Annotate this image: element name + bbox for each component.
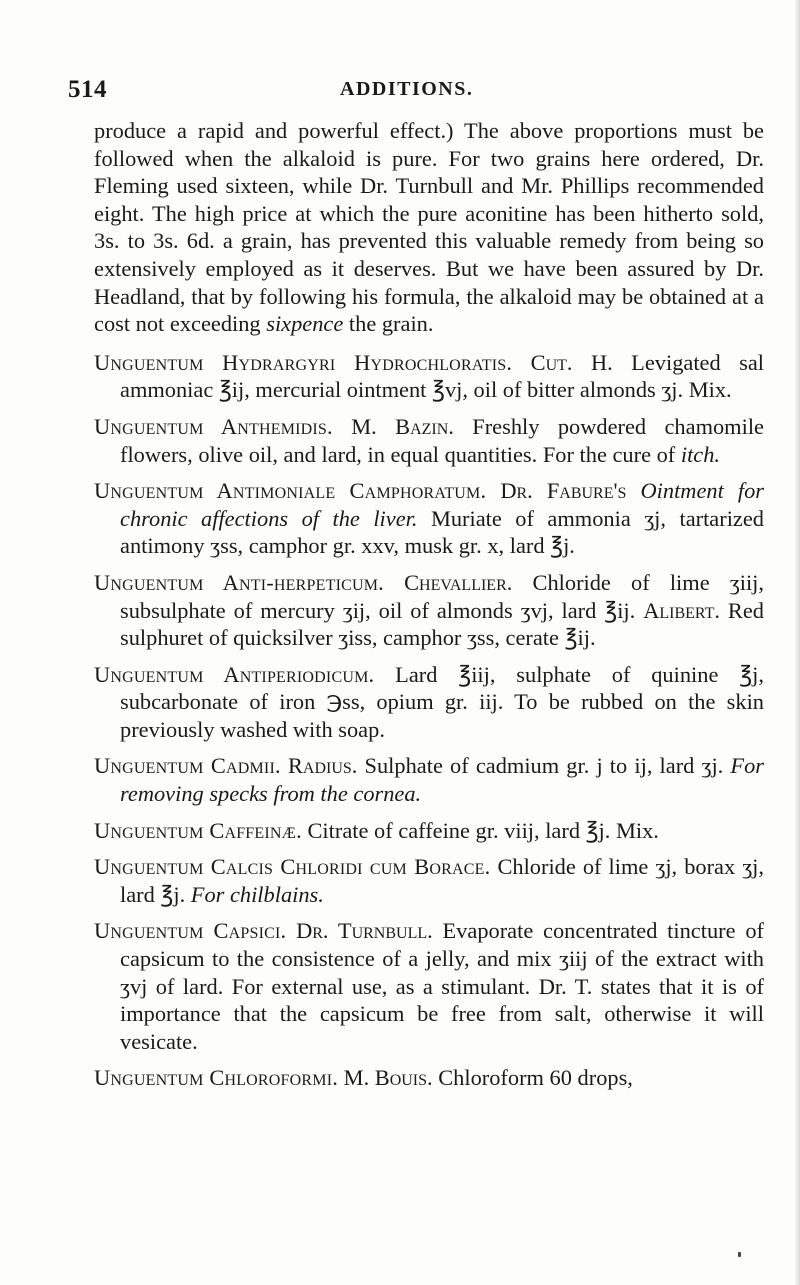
entry-italic: Ointment for chronic affections of the liver.	[120, 478, 764, 531]
entry-unguentum-antimoniale-camphoratum	[94, 477, 764, 560]
entry-author: Chevallier.	[404, 569, 513, 595]
entry-title: Unguentum Chloroformi.	[94, 1065, 339, 1091]
entry-author: Cut. H.	[530, 349, 613, 375]
entry-unguentum-chloroformi	[94, 1064, 764, 1092]
entry-italic: itch.	[680, 441, 721, 467]
page-edge-shadow	[794, 0, 800, 1285]
entry-unguentum-cadmii	[94, 752, 764, 807]
entry-text: Chloroform 60 drops,	[432, 1065, 633, 1091]
entry-title: Unguentum Antimoniale Camphoratum.	[94, 478, 487, 504]
entry-text: Citrate of caffeine gr. viij, lard ℥j. Mix.	[301, 817, 659, 843]
entry-title: Unguentum Anti-herpeticum.	[94, 569, 384, 595]
entry-italic: For removing specks from the cornea.	[120, 753, 765, 807]
print-speck	[738, 1252, 741, 1257]
entry-text: Chloride of lime ʒiij, subsulphate of mercury ʒij, oil of almonds ʒvj, lard ℥ij.	[120, 569, 764, 623]
entry-title: Unguentum Cadmii.	[94, 753, 281, 779]
entry-text: Muriate of ammonia ʒj, tartarized antimony ʒss, camphor gr. xxv, musk gr. x, lard ℥j.	[120, 505, 764, 559]
entry-author: Dr. Fabure's	[500, 478, 627, 504]
entry-title: Unguentum Antiperiodicum.	[94, 661, 375, 687]
entry-italic: For chilblains.	[190, 881, 324, 907]
intro-paragraph: produce a rapid and powerful effect.) The above proportions must be followed when the alkaloid is pure. For two grains here ordered, Dr. Fleming used sixteen, while Dr. Turnbull and Mr. Phillips recommended eight. The high price at which the pure aconitine has been hitherto sold, 3s. to 3s. 6d. a grain, has prevented this valuable remedy from being so extensively employed as it deserves. But we have been assured by Dr. Headland, that by following his formula, the alkaloid may be obtained at a cost not exceeding sixpence the grain.	[94, 118, 764, 337]
page-header	[68, 76, 768, 106]
entry-unguentum-capsici	[94, 917, 764, 1055]
entry-text-secondary: Red sulphuret of quicksilver ʒiss, camphor ʒss, cerate ℥ij.	[120, 597, 765, 651]
entry-text: Chloride of lime ʒj, borax ʒj, lard ℥j.	[120, 854, 764, 907]
entry-author: Dr. Turnbull.	[296, 918, 433, 944]
entry-title: Unguentum Capsici.	[94, 918, 287, 944]
entry-author-secondary: Alibert.	[643, 597, 720, 623]
running-head: ADDITIONS.	[340, 78, 474, 100]
entry-text: Levigated sal ammoniac ℥ij, mercurial ointment ℥vj, oil of bitter almonds ʒj. Mix.	[120, 349, 765, 403]
entry-unguentum-calcis-chloridi	[94, 853, 764, 908]
entry-author: M. Bouis.	[343, 1065, 433, 1091]
entry-unguentum-hydrargyri-hydrochloratis	[94, 349, 764, 404]
entry-author: M. Bazin.	[351, 413, 454, 439]
entry-text: Sulphate of cadmium gr. j to ij, lard ʒj.	[357, 753, 731, 779]
page-number: 514	[68, 76, 107, 103]
entry-unguentum-antiperiodicum	[94, 661, 764, 744]
entry-unguentum-caffeinae	[94, 817, 764, 845]
entry-text: Evaporate concentrated tincture of capsicum to the consistence of a jelly, and mix ʒiij of the extract with ʒvj of lard. For external use, as a stimulant. Dr. T. states that it is of importance that the capsicum be free from salt, otherwise it will vesicate.	[120, 918, 764, 1054]
entry-title: Unguentum Hydrargyri Hydrochloratis.	[94, 349, 513, 375]
body-text	[94, 117, 764, 1101]
entry-author: Radius.	[287, 753, 358, 779]
entry-text: Freshly powdered chamomile flowers, olive oil, and lard, in equal quantities. For the cure of	[120, 413, 764, 467]
entry-unguentum-anthemidis	[94, 413, 764, 468]
entry-title: Unguentum Anthemidis.	[94, 413, 333, 439]
entry-title: Unguentum Caffeinæ.	[94, 817, 302, 843]
entry-title: Unguentum Calcis Chloridi cum Borace.	[94, 854, 491, 880]
entry-text: Lard ℥iij, sulphate of quinine ℥j, subcarbonate of iron ℈ss, opium gr. iij. To be rubbed on the skin previously washed with soap.	[120, 661, 764, 742]
entry-unguentum-anti-herpeticum	[94, 569, 764, 652]
